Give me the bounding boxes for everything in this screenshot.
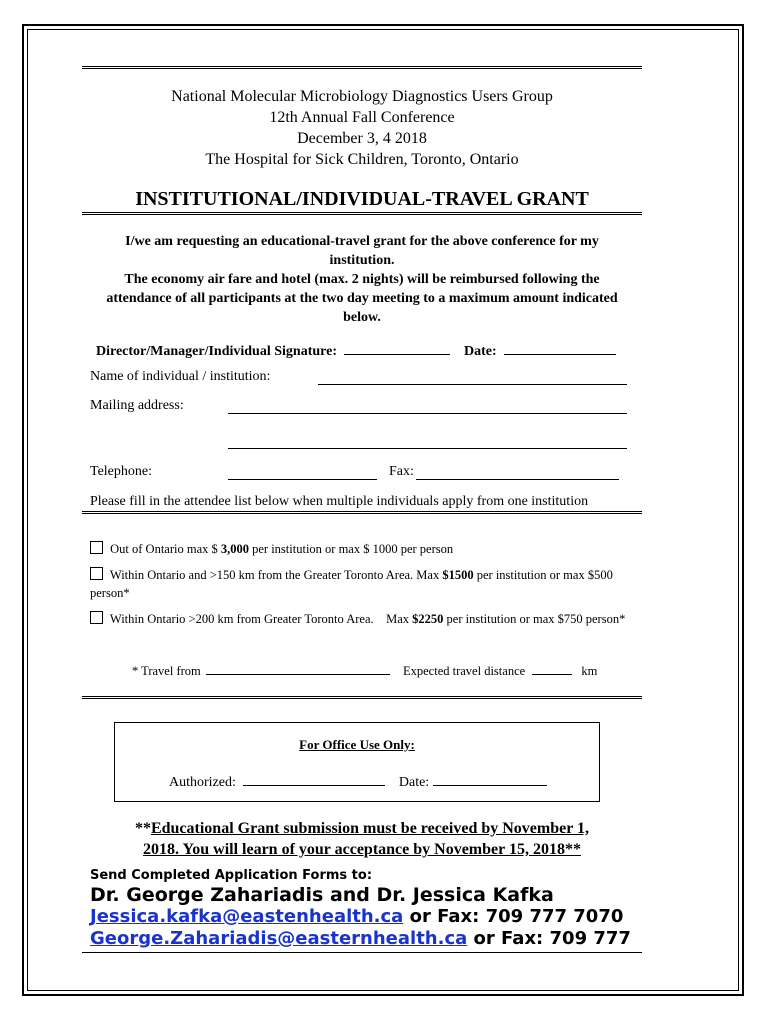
deadline-notice — [92, 818, 632, 860]
fax-zahariadis: or Fax: 709 777 — [473, 928, 631, 949]
intro-text — [92, 232, 632, 327]
office-date-label: Date: — [398, 775, 430, 790]
option-3-amount: $2250 — [412, 612, 444, 626]
option-2-text-post: per institution or max $500 person* — [90, 568, 613, 600]
contact-row-1 — [90, 906, 623, 927]
option-3-text-post: per institution or max $750 person* — [446, 612, 626, 626]
signature-field[interactable] — [344, 340, 450, 355]
option-1-amount: 3,000 — [220, 542, 249, 556]
page-title: INSTITUTIONAL/INDIVIDUAL-TRAVEL GRANT — [135, 188, 589, 210]
fax-field[interactable] — [416, 479, 619, 480]
options-rule — [82, 696, 642, 699]
email-link-zahariadis[interactable]: George.Zahariadis@easternhealth.ca — [90, 928, 468, 949]
telephone-field[interactable] — [228, 479, 377, 480]
option-1-text: Out of Ontario max $ — [110, 542, 218, 556]
fax-label: Fax: — [389, 464, 414, 479]
travel-from-field[interactable] — [206, 662, 390, 675]
option-within-ontario-200 — [90, 610, 640, 628]
checkbox-within-ontario-150[interactable] — [90, 567, 103, 580]
checkbox-out-of-ontario[interactable] — [90, 541, 103, 554]
name-field[interactable] — [318, 384, 627, 385]
option-2-amount: $1500 — [442, 568, 474, 582]
option-within-ontario-150 — [90, 566, 640, 602]
authorized-label: Authorized: — [169, 775, 236, 790]
fax-kafka: or Fax: 709 777 7070 — [409, 906, 624, 927]
distance-unit: km — [581, 664, 598, 678]
contact-row-2 — [90, 928, 631, 949]
section-rule — [82, 511, 642, 514]
contact-names: Dr. George Zahariadis and Dr. Jessica Kafka — [90, 884, 554, 906]
org-name: National Molecular Microbiology Diagnostics Users Group — [171, 88, 553, 105]
option-1-text-post: per institution or max $ 1000 per person — [252, 542, 454, 556]
conference-name: 12th Annual Fall Conference — [269, 109, 455, 126]
mailing-field-line-1[interactable] — [228, 413, 627, 414]
mailing-field-line-2[interactable] — [228, 448, 627, 449]
distance-field[interactable] — [532, 662, 572, 675]
checkbox-within-ontario-200[interactable] — [90, 611, 103, 624]
email-link-kafka[interactable]: Jessica.kafka@eastenhealth.ca — [90, 906, 404, 927]
top-rule — [82, 66, 642, 69]
notice-line-1: Educational Grant submission must be received by November 1, — [150, 820, 590, 837]
office-date-field[interactable] — [433, 771, 547, 786]
attendee-note: Please fill in the attendee list below when multiple individuals apply from one institution — [90, 494, 589, 509]
name-label: Name of individual / institution: — [90, 369, 271, 384]
option-out-of-ontario — [90, 540, 640, 558]
signature-label: Director/Manager/Individual Signature: — [96, 344, 337, 359]
mailing-label: Mailing address: — [90, 398, 184, 413]
distance-label: Expected travel distance — [403, 664, 526, 678]
title-rule — [82, 212, 642, 215]
intro-para-1: I/we am requesting an educational-travel grant for the above conference for my institution. — [125, 234, 599, 268]
intro-para-2: The economy air fare and hotel (max. 2 nights) will be reimbursed following the attendance of all participants at the two day meeting to a maximum amount indicated below. — [106, 272, 618, 325]
conference-venue: The Hospital for Sick Children, Toronto, Ontario — [205, 151, 519, 168]
bottom-rule — [82, 952, 642, 953]
telephone-label: Telephone: — [90, 464, 152, 479]
option-3-text: Within Ontario >200 km from Greater Toronto Area. Max — [109, 612, 410, 626]
office-use-box — [114, 722, 600, 802]
conference-date: December 3, 4 2018 — [297, 130, 427, 147]
option-2-text: Within Ontario and >150 km from the Greater Toronto Area. Max — [109, 568, 440, 582]
travel-from-label: * Travel from — [132, 664, 201, 678]
authorized-field[interactable] — [243, 771, 385, 786]
notice-line-2: 2018. You will learn of your acceptance by November 15, 2018** — [143, 841, 581, 858]
signature-row — [96, 340, 616, 360]
send-label: Send Completed Application Forms to: — [90, 868, 373, 883]
notice-prefix: ** — [134, 820, 151, 837]
office-authorized-row — [169, 771, 547, 791]
date-field[interactable] — [504, 340, 616, 355]
office-use-title: For Office Use Only: — [299, 737, 415, 752]
travel-row — [132, 662, 597, 679]
date-label: Date: — [463, 344, 497, 359]
